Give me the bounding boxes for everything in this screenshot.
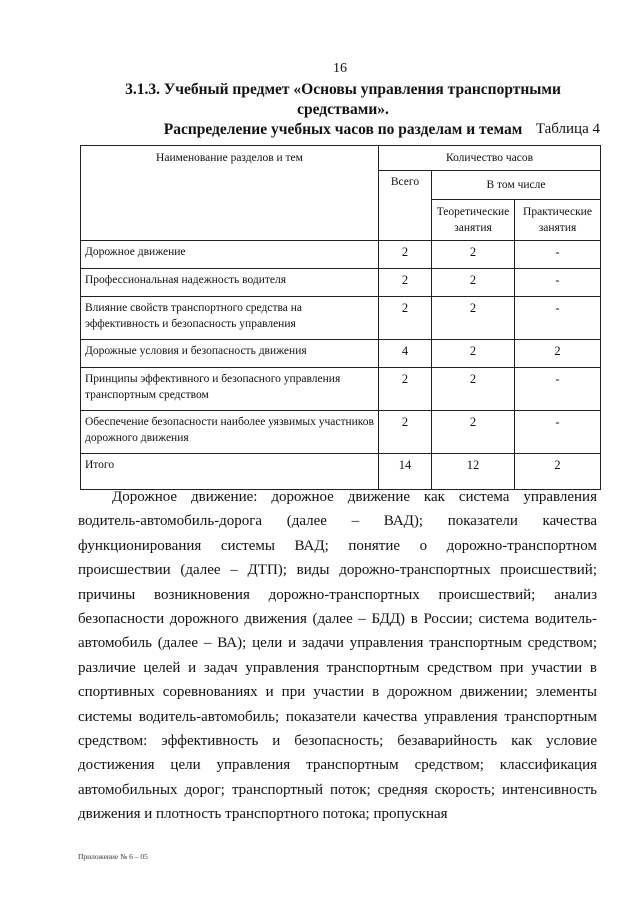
table-row — [81, 340, 601, 368]
row-practice: - — [515, 269, 601, 297]
row-total: 2 — [379, 368, 432, 411]
table-label: Таблица 4 — [535, 121, 600, 137]
row-theory: 2 — [432, 411, 515, 454]
row-name: Профессиональная надежность водителя — [81, 269, 379, 297]
row-theory: 2 — [432, 269, 515, 297]
row-name: Обеспечение безопасности наиболее уязвимых участников дорожного движения — [81, 411, 379, 454]
row-total: 2 — [379, 411, 432, 454]
header-name: Наименование разделов и тем — [81, 146, 379, 241]
row-practice: 2 — [515, 340, 601, 368]
row-theory: 12 — [432, 454, 515, 490]
header-including: В том числе — [432, 171, 601, 200]
body-paragraph-text: Дорожное движение: дорожное движение как система управления водитель-автомобиль-дорога (далее – ВАД); показатели качества функционирования системы ВАД; понятие о дорожно-транспортном происшествии (далее – ДТП); виды дорожно-транспортных происшествий; причины возникновения дорожно-транспортных происшествий; анализ безопасности дорожного движения (далее – БДД) в России; система водитель-автомобиль (далее – ВА); цели и задачи управления транспортным средством; различие целей и задач управления транспортным средством при участии в спортивных соревнованиях и при участии в дорожном движении; элементы системы водитель-автомобиль; показатели качества управления транспортным средством: эффективность и безопасность; безаварийность как условие достижения цели управления транспортным средством; классификация автомобильных дорог; транспортный поток; средняя скорость; интенсивность движения и плотность транспортного потока; пропускная — [78, 489, 597, 823]
hours-table — [80, 145, 601, 490]
row-name: Влияние свойств транспортного средства на эффективность и безопасность управления — [81, 297, 379, 340]
body-paragraph — [78, 485, 597, 827]
header-practice: Практические занятия — [515, 200, 601, 241]
header-theory: Теоретические занятия — [432, 200, 515, 241]
header-quantity: Количество часов — [379, 146, 601, 171]
row-total: 2 — [379, 297, 432, 340]
table-row — [81, 411, 601, 454]
table-row — [81, 297, 601, 340]
row-theory: 2 — [432, 368, 515, 411]
footer-note: Приложение № 6 – 05 — [78, 852, 148, 861]
table-row — [81, 269, 601, 297]
row-theory: 2 — [432, 241, 515, 269]
row-name: Дорожные условия и безопасность движения — [81, 340, 379, 368]
section-title-line1: 3.1.3. Учебный предмет «Основы управления транспортными средствами». — [125, 81, 561, 118]
table-row — [81, 241, 601, 269]
row-total: 2 — [379, 241, 432, 269]
row-practice: - — [515, 241, 601, 269]
row-total: 14 — [379, 454, 432, 490]
row-name: Дорожное движение — [81, 241, 379, 269]
row-practice: - — [515, 297, 601, 340]
table-header-row-1 — [81, 146, 601, 171]
row-name: Принципы эффективного и безопасного управления транспортным средством — [81, 368, 379, 411]
row-practice: 2 — [515, 454, 601, 490]
table-row — [81, 368, 601, 411]
row-total: 2 — [379, 269, 432, 297]
section-title-line2: Распределение учебных часов по разделам и темам — [163, 121, 523, 138]
row-total: 4 — [379, 340, 432, 368]
row-theory: 2 — [432, 340, 515, 368]
row-practice: - — [515, 411, 601, 454]
row-practice: - — [515, 368, 601, 411]
row-name: Итого — [81, 454, 379, 490]
section-title — [78, 80, 608, 140]
row-theory: 2 — [432, 297, 515, 340]
header-total: Всего — [379, 171, 432, 241]
page-number: 16 — [333, 61, 347, 76]
